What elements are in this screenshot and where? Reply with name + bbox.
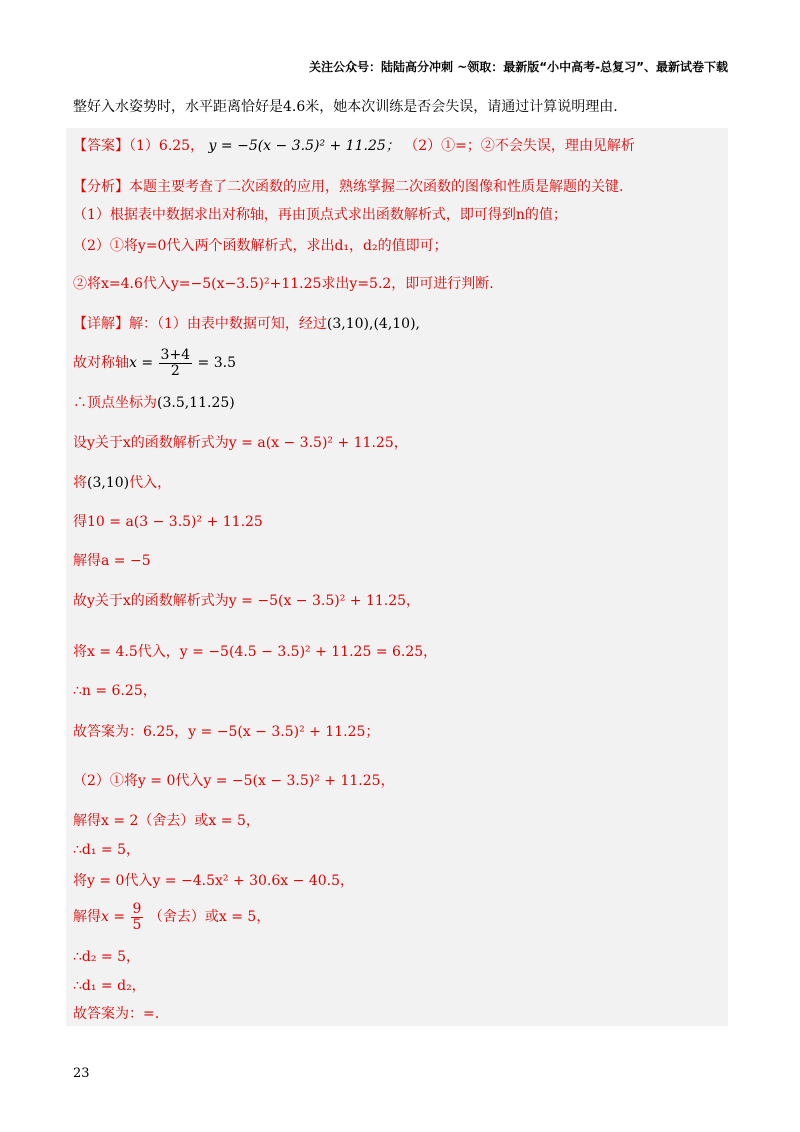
axis-x: x = xyxy=(129,355,154,371)
fraction-root xyxy=(131,902,144,933)
detail-line-19: 故答案为：=. xyxy=(73,1006,160,1022)
substitute-point: (3,10) xyxy=(87,475,130,491)
answer-line xyxy=(73,136,635,156)
detail-line-17: ∴d₂ = 5， xyxy=(73,949,141,965)
fraction-numerator: 3+4 xyxy=(160,346,191,363)
fraction-numerator: 9 xyxy=(132,900,142,917)
substitute-text-2: 代入， xyxy=(129,475,172,491)
detail-line-10: ∴n = 6.25， xyxy=(73,683,157,699)
detail-line-4: 设y关于x的函数解析式为y = a(x − 3.5)² + 11.25， xyxy=(73,435,408,451)
detail-line-16 xyxy=(73,900,270,934)
analysis-line-4: ②将x=4.6代入y=−5(x−3.5)²+11.25求出y=5.2，即可进行判断. xyxy=(73,276,494,292)
solve-x: x = xyxy=(101,909,126,925)
detail-line-11: 故答案为：6.25，y = −5(x − 3.5)² + 11.25； xyxy=(73,724,380,740)
detail-line-5 xyxy=(73,473,171,493)
analysis-line-1: 【分析】本题主要考查了二次函数的应用，熟练掌握二次函数的图像和性质是解题的关键. xyxy=(73,179,624,195)
detail-line-9: 将x = 4.5代入，y = −5(4.5 − 3.5)² + 11.25 = 6.25， xyxy=(73,644,438,660)
page-number: 23 xyxy=(73,1066,90,1081)
detail-line-1 xyxy=(73,314,420,334)
solve-text: 解得 xyxy=(73,909,101,925)
analysis-line-3: （2）①将y=0代入两个函数解析式，求出d₁，d₂的值即可； xyxy=(73,238,448,254)
vertex-text: ∴顶点坐标为 xyxy=(73,395,157,411)
vertex-value: (3.5,11.25) xyxy=(157,395,235,411)
detail-line-15: 将y = 0代入y = −4.5x² + 30.6x − 40.5， xyxy=(73,873,354,889)
detail-line-14: ∴d₁ = 5， xyxy=(73,842,141,858)
detail-heading: 【详解】解：（1）由表中数据可知，经过 xyxy=(73,316,327,332)
detail-line-8: 故y关于x的函数解析式为y = −5(x − 3.5)² + 11.25， xyxy=(73,593,421,609)
answer-part1: （1）6.25， xyxy=(129,138,205,154)
detail-points: (3,10),(4,10), xyxy=(326,316,420,332)
detail-line-7: 解得a = −5 xyxy=(73,553,151,569)
page-header: 关注公众号：陆陆高分冲刺 ~领取：最新版“小中高考-总复习”、最新试卷下载 xyxy=(309,60,728,74)
answer-label: 【答案】 xyxy=(73,138,129,154)
answer-part2: （2）①=；②不会失误，理由见解析 xyxy=(404,138,635,154)
detail-line-12: （2）①将y = 0代入y = −5(x − 3.5)² + 11.25， xyxy=(73,773,395,789)
solve-rest: （舍去）或x = 5， xyxy=(148,909,271,925)
question-intro: 整好入水姿势时，水平距离恰好是4.6米，她本次训练是否会失误，请通过计算说明理由. xyxy=(73,99,618,115)
detail-line-13: 解得x = 2（舍去）或x = 5， xyxy=(73,813,260,829)
fraction-denominator: 5 xyxy=(132,916,142,933)
analysis-line-2: （1）根据表中数据求出对称轴，再由顶点式求出函数解析式，即可得到n的值； xyxy=(73,207,567,223)
substitute-text: 将 xyxy=(73,475,87,491)
answer-equation: y = −5(x − 3.5)² + 11.25； xyxy=(208,138,400,154)
solution-panel xyxy=(66,128,728,1026)
detail-line-3 xyxy=(73,393,235,413)
detail-line-2 xyxy=(73,346,236,380)
fraction-axis xyxy=(159,348,193,379)
axis-text: 故对称轴 xyxy=(73,355,129,371)
detail-line-18: ∴d₁ = d₂， xyxy=(73,978,146,994)
axis-result: = 3.5 xyxy=(197,355,236,371)
detail-line-6: 得10 = a(3 − 3.5)² + 11.25 xyxy=(73,514,263,530)
fraction-denominator: 2 xyxy=(170,362,180,379)
